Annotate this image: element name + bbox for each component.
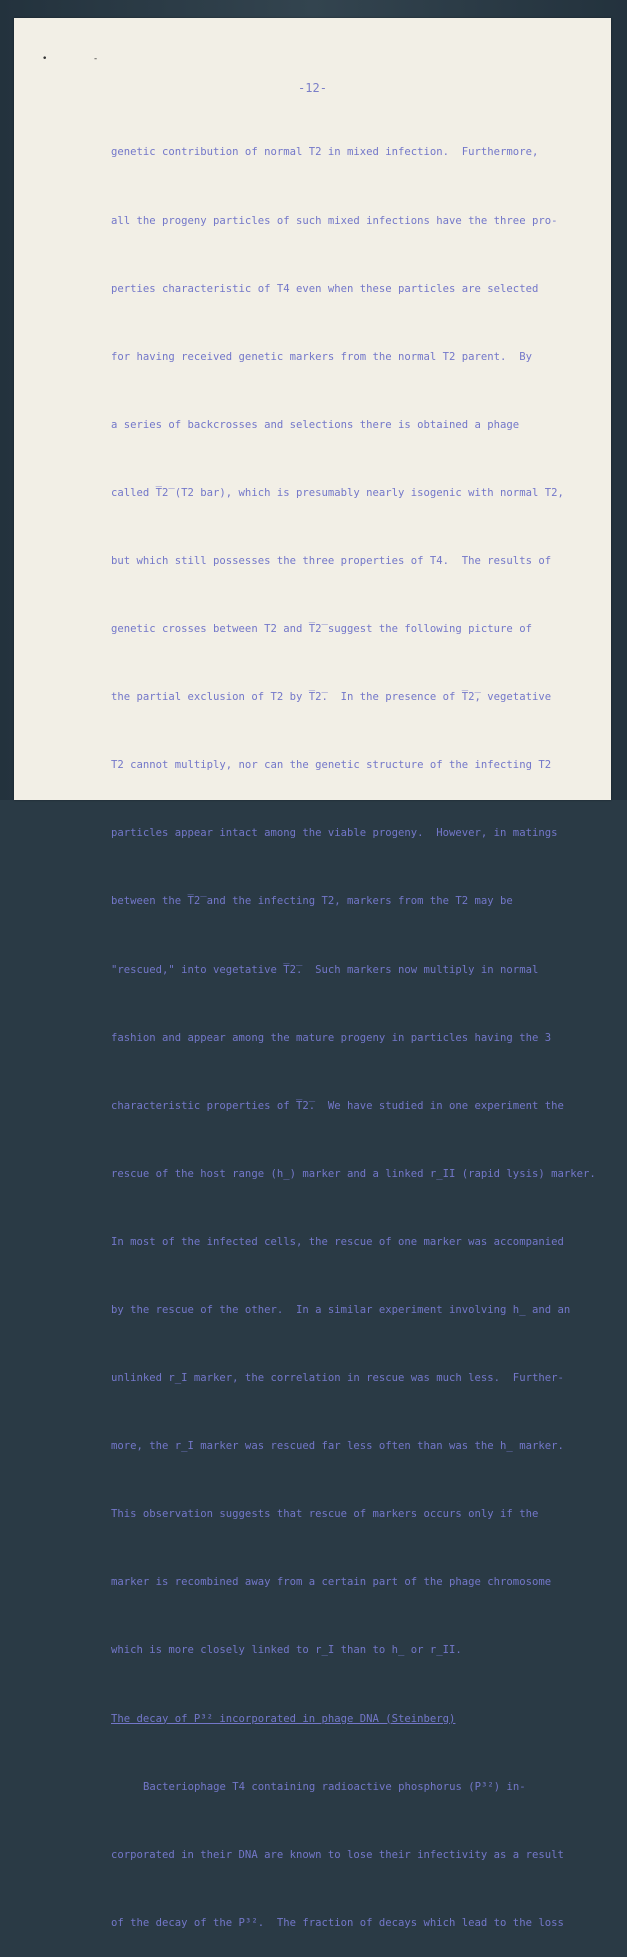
text-line: genetic contribution of normal T2 in mixed infection. Furthermore, <box>111 146 539 159</box>
text-line: corporated in their DNA are known to lose their infectivity as a result <box>111 1848 564 1861</box>
text-line: all the progeny particles of such mixed infections have the three pro- <box>111 214 558 227</box>
text-line: more, the r̲I marker was rescued far less often than was the h̲ marker. <box>111 1440 564 1453</box>
text-line: "rescued," into vegetative T̅2̅. Such markers now multiply in normal <box>111 963 539 976</box>
section-heading: The decay of P³² incorporated in phage DNA (Steinberg) <box>111 1712 456 1725</box>
text-line: unlinked r̲I marker, the correlation in rescue was much less. Further- <box>111 1372 564 1385</box>
text-line: the partial exclusion of T2 by T̅2̅. In the presence of T̅2̅, vegetative <box>111 691 552 704</box>
text-line: of the decay of the P³². The fraction of decays which lead to the loss <box>111 1916 564 1929</box>
page-number: -12- <box>298 81 327 95</box>
text-line: particles appear intact among the viable progeny. However, in matings <box>111 827 558 840</box>
text-line: Bacteriophage T4 containing radioactive phosphorus (P³²) in- <box>143 1780 526 1793</box>
text-line: This observation suggests that rescue of markers occurs only if the <box>111 1508 539 1521</box>
text-line: rescue of the host range (h̲) marker and a linked r̲II (rapid lysis) marker. <box>111 1167 596 1180</box>
text-line: marker is recombined away from a certain part of the phage chromosome <box>111 1576 552 1589</box>
header-marks: • - <box>42 54 119 64</box>
text-line: between the T̅2̅ and the infecting T2, markers from the T2 may be <box>111 895 513 908</box>
text-line: for having received genetic markers from the normal T2 parent. By <box>111 350 532 363</box>
text-line: In most of the infected cells, the rescue of one marker was accompanied <box>111 1235 564 1248</box>
text-line: fashion and appear among the mature progeny in particles having the 3 <box>111 1031 552 1044</box>
text-line: T2 cannot multiply, nor can the genetic structure of the infecting T2 <box>111 759 552 772</box>
text-line: characteristic properties of T̅2̅. We have studied in one experiment the <box>111 1099 564 1112</box>
text-line: perties characteristic of T4 even when these particles are selected <box>111 282 539 295</box>
text-line: called T̅2̅ (T2 bar), which is presumably nearly isogenic with normal T2, <box>111 486 564 499</box>
text-line: but which still possesses the three properties of T4. The results of <box>111 554 552 567</box>
typed-text <box>111 96 596 1957</box>
text-line: which is more closely linked to r̲I than to h̲ or r̲II. <box>111 1644 462 1657</box>
text-line: by the rescue of the other. In a similar experiment involving h̲ and an <box>111 1304 571 1316</box>
text-line: genetic crosses between T2 and T̅2̅ suggest the following picture of <box>111 623 532 636</box>
text-line: a series of backcrosses and selections there is obtained a phage <box>111 418 520 431</box>
